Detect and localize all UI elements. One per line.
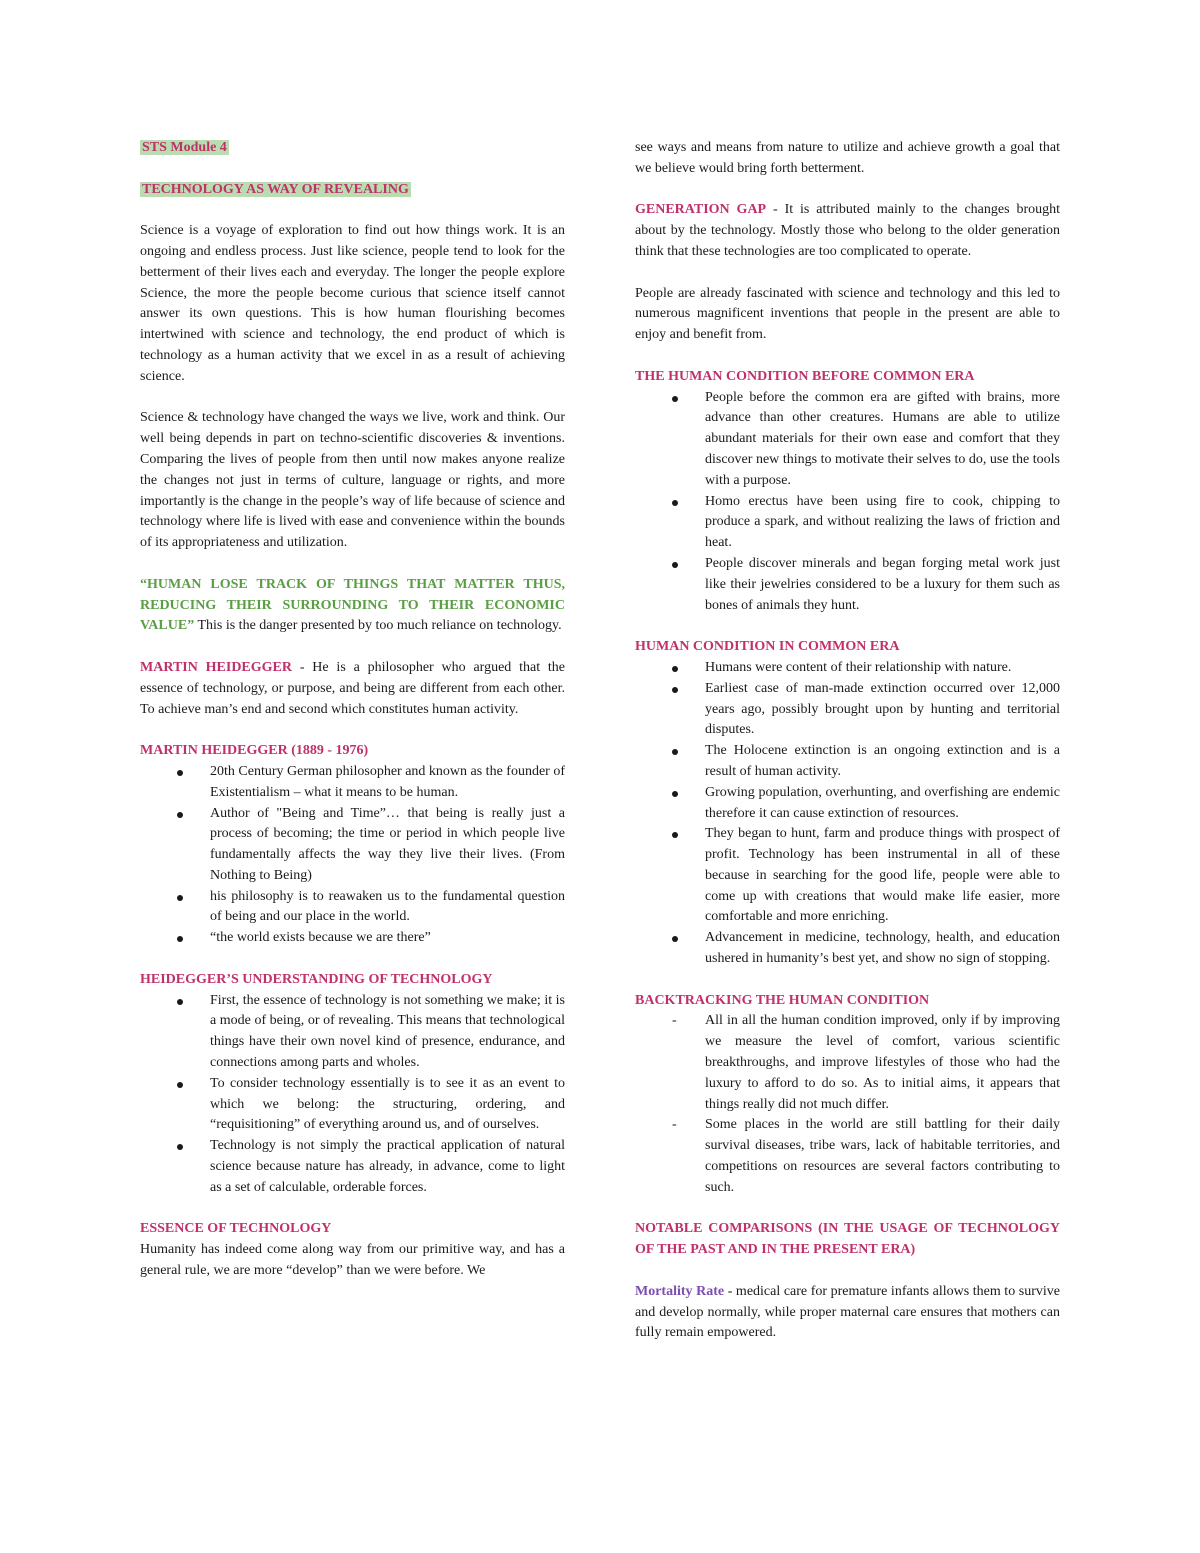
common-era-heading: HUMAN CONDITION IN COMMON ERA	[635, 639, 900, 655]
list-item: They began to hunt, farm and produce things with prospect of profit. Technology has been instrumental in all of these because in searching for the good life, people were able to come up with creations that would make life easier, more comfortable and more enriching.	[635, 824, 1060, 928]
backtracking-heading: BACKTRACKING THE HUMAN CONDITION	[635, 992, 930, 1008]
essence-paragraph: Humanity has indeed come along way from our primitive way, and has a general rule, we are more “develop” than we were before. We	[140, 1242, 565, 1279]
heidegger-term: MARTIN HEIDEGGER	[140, 659, 293, 675]
understanding-list	[140, 991, 565, 1199]
list-item: Earliest case of man-made extinction occurred over 12,000 years ago, possibly brought upon by hunting and territorial disputes.	[635, 679, 1060, 741]
heidegger-list	[140, 762, 565, 949]
mortality-definition: - medical care for premature infants allows them to survive and develop normally, while proper maternal care ensures that mothers can fully remain empowered.	[635, 1283, 1060, 1341]
list-item: People discover minerals and began forging metal work just like their jewelries considered to be a luxury for them such as bones of animals they hunt.	[635, 554, 1060, 616]
module-title: STS Module 4	[142, 140, 227, 155]
notable-comparisons-heading: NOTABLE COMPARISONS (IN THE USAGE OF TECHNOLOGY OF THE PAST AND IN THE PRESENT ERA)	[635, 1221, 1060, 1258]
quote-text: “HUMAN LOSE TRACK OF THINGS THAT MATTER THUS, REDUCING THEIR SURROUNDING TO THEIR ECONOMIC VALUE”	[140, 576, 565, 634]
mortality-term: Mortality Rate	[635, 1283, 725, 1299]
before-common-era-list	[635, 388, 1060, 617]
list-item: Advancement in medicine, technology, health, and education ushered in humanity’s best yet, and show no sign of stopping.	[635, 928, 1060, 970]
heidegger-paragraph	[140, 658, 565, 720]
list-item: Growing population, overhunting, and overfishing are endemic therefore it can cause extinction of resources.	[635, 783, 1060, 825]
quote-rest: This is the danger presented by too much reliance on technology.	[194, 618, 562, 634]
list-item: his philosophy is to reawaken us to the fundamental question of being and our place in the world.	[140, 887, 565, 929]
before-common-era-heading: THE HUMAN CONDITION BEFORE COMMON ERA	[635, 368, 975, 384]
generation-gap-term: GENERATION GAP	[635, 202, 767, 218]
list-item: People before the common era are gifted with brains, more advance than other creatures. Humans are able to utilize abundant materials for their own ease and comfort that they discover new things to motivate their selves to do, use the tools with a purpose.	[635, 388, 1060, 492]
main-heading: TECHNOLOGY AS WAY OF REVEALING	[142, 181, 409, 197]
backtracking-list	[635, 1011, 1060, 1198]
generation-gap-paragraph	[635, 200, 1060, 262]
list-item: Humans were content of their relationship with nature.	[635, 658, 1060, 679]
common-era-list	[635, 658, 1060, 970]
list-item: “the world exists because we are there”	[140, 928, 565, 949]
right-column	[635, 138, 1060, 1344]
list-item: Homo erectus have been using fire to cook, chipping to produce a spark, and without realizing the laws of friction and heat.	[635, 492, 1060, 554]
fascinated-paragraph: People are already fascinated with science and technology and this led to numerous magnificent inventions that people in the present are able to enjoy and benefit from.	[635, 285, 1060, 343]
list-item: To consider technology essentially is to see it as an event to which we belong: the structuring, ordering, and “requisitioning” of everything around us, and of ourselves.	[140, 1074, 565, 1136]
left-column	[140, 138, 565, 1282]
list-item: Author of "Being and Time”… that being is really just a process of becoming; the time or period in which people live fundamentally affects the way they live their lives. (From Nothing to Being)	[140, 804, 565, 887]
list-item: Technology is not simply the practical application of natural science because nature has already, in advance, come to light as a set of calculable, orderable forces.	[140, 1136, 565, 1198]
quote-paragraph	[140, 575, 565, 637]
understanding-heading: HEIDEGGER’S UNDERSTANDING OF TECHNOLOGY	[140, 971, 493, 987]
list-item: - Some places in the world are still battling for their daily survival diseases, tribe wars, lack of habitable territories, and competitions on resources are several factors contributing to such.	[635, 1115, 1060, 1198]
list-item: The Holocene extinction is an ongoing extinction and is a result of human activity.	[635, 741, 1060, 783]
essence-continued: see ways and means from nature to utilize and achieve growth a goal that we believe would bring forth betterment.	[635, 140, 1060, 176]
list-item: - All in all the human condition improved, only if by improving we measure the level of comfort, various scientific breakthroughs, and improve lifestyles of those who had the luxury to afford to do so. As to initial aims, it appears that things really did not much differ.	[635, 1011, 1060, 1115]
intro-paragraph: Science is a voyage of exploration to find out how things work. It is an ongoing and endless process. Just like science, people tend to look for the betterment of their lives each and everyday. The longer the people explore Science, the more the people become curious that science itself cannot answer its own questions. This is how human flourishing becomes intertwined with science and technology, the end product of which is technology as a human activity that we excel in as a result of achieving science.	[140, 223, 565, 384]
science-technology-paragraph: Science & technology have changed the ways we live, work and think. Our well being depends in part on techno-scientific discoveries & inventions. Comparing the lives of people from then until now makes anyone realize the changes not just in terms of culture, language or rights, and more importantly is the change in the people’s way of life because of science and technology where life is lived with ease and convenience within the bounds of its appropriateness and utilization.	[140, 410, 565, 551]
list-item: First, the essence of technology is not something we make; it is a mode of being, or of revealing. This means that technological things have their own novel kind of presence, endurance, and connections among parts and wholes.	[140, 991, 565, 1074]
mortality-paragraph	[635, 1282, 1060, 1344]
list-item: 20th Century German philosopher and known as the founder of Existentialism – what it means to be human.	[140, 762, 565, 804]
essence-heading: ESSENCE OF TECHNOLOGY	[140, 1221, 332, 1237]
generation-gap-definition: - It is attributed mainly to the changes brought about by the technology. Mostly those who belong to the older generation think that these technologies are too complicated to operate.	[635, 202, 1060, 259]
heidegger-dates-heading: MARTIN HEIDEGGER (1889 - 1976)	[140, 743, 369, 759]
heidegger-definition: - He is a philosopher who argued that the essence of technology, or purpose, and being are different from each other. To achieve man’s end and second which constitutes human activity.	[140, 659, 565, 717]
